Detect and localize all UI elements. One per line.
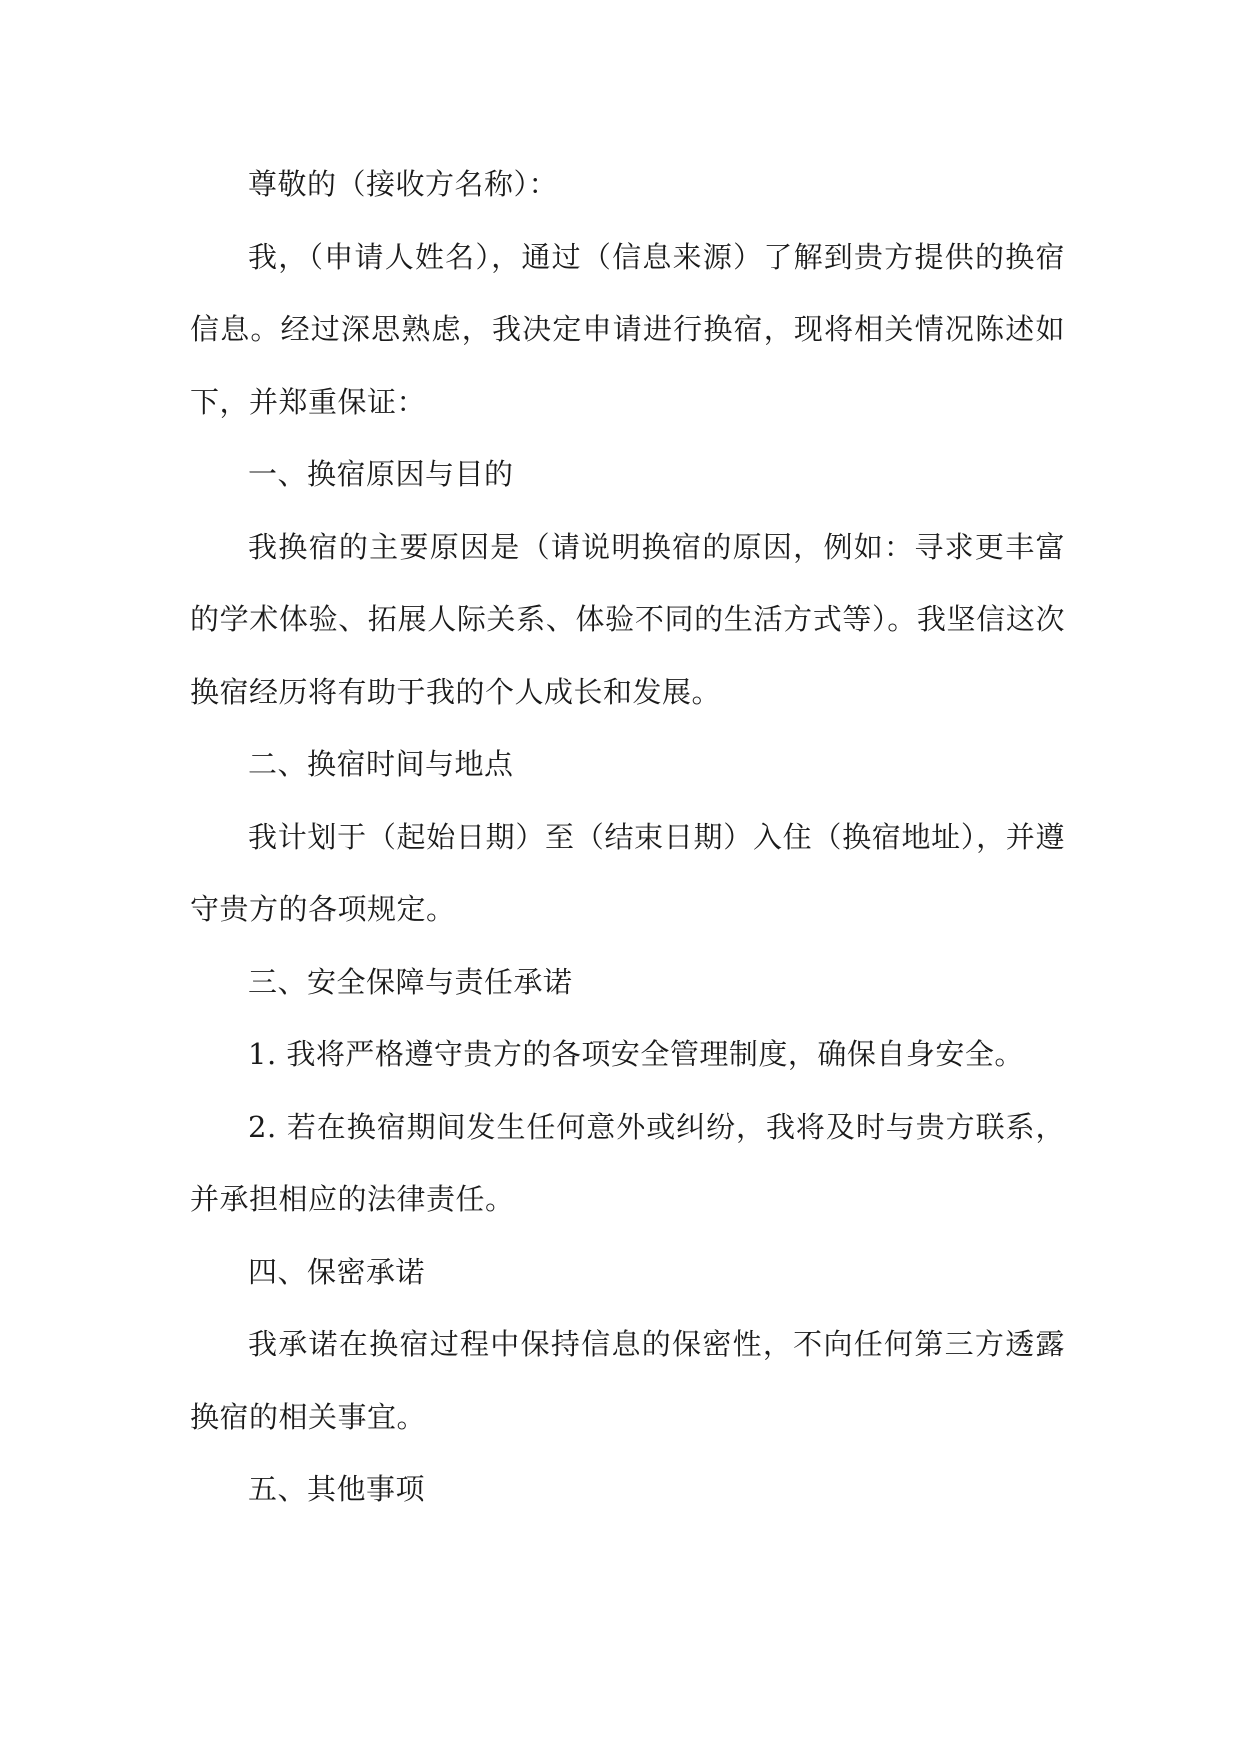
section-heading: 二、换宿时间与地点 (248, 747, 514, 781)
section-paragraph: 我承诺在换宿过程中保持信息的保密性，不向任何第三方透露换宿的相关事宜。 (190, 1327, 1065, 1434)
document-body (190, 148, 1065, 1526)
section-heading: 四、保密承诺 (248, 1254, 426, 1289)
section-paragraph: 1. 我将严格遵守贵方的各项安全管理制度，确保自身安全。 (248, 1037, 1024, 1071)
section-paragraph: 我计划于（起始日期）至（结束日期）入住（换宿地址），并遵守贵方的各项规定。 (190, 819, 1065, 926)
section-heading: 三、安全保障与责任承诺 (248, 964, 573, 999)
section-heading: 一、换宿原因与目的 (248, 457, 514, 491)
salutation: 尊敬的（接收方名称）： (248, 167, 559, 201)
section-paragraph: 我换宿的主要原因是（请说明换宿的原因，例如：寻求更丰富的学术体验、拓展人际关系、体验不同的生活方式等）。我坚信这次换宿经历将有助于我的个人成长和发展。 (190, 529, 1065, 709)
intro-paragraph: 我，（申请人姓名），通过（信息来源）了解到贵方提供的换宿信息。经过深思熟虑，我决定申请进行换宿，现将相关情况陈述如下，并郑重保证： (190, 239, 1065, 419)
section-paragraph: 2. 若在换宿期间发生任何意外或纠纷，我将及时与贵方联系，并承担相应的法律责任。 (190, 1109, 1065, 1216)
section-heading: 五、其他事项 (248, 1472, 426, 1506)
